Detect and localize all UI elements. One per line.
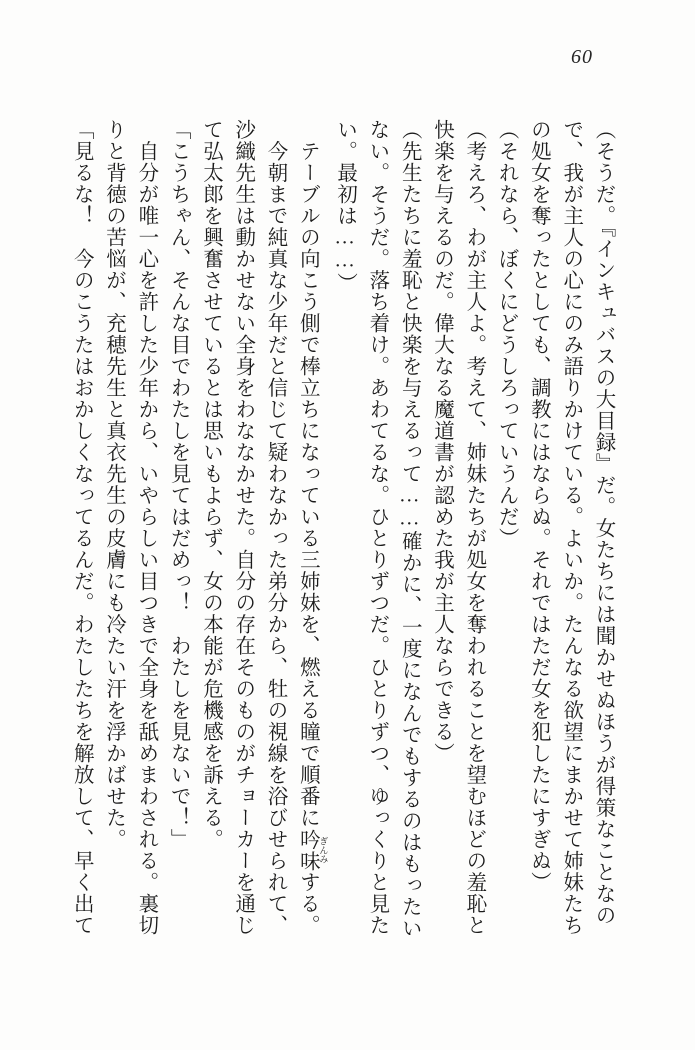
paragraph-5-ruby-base: 吟味 bbox=[296, 828, 319, 872]
page-number: 60 bbox=[571, 46, 593, 68]
paragraph-5 bbox=[291, 119, 328, 943]
paragraph-5-pre: テーブルの向こう側で棒立ちになっている三姉妹を、燃える瞳で順番に bbox=[296, 119, 319, 829]
body-text bbox=[67, 119, 619, 943]
paragraph-5-ruby-text: ぎんみ bbox=[318, 828, 329, 872]
paragraph-7: 「こうちゃん、そんな目でわたしを見てはだめっ！ わたしを見ないで！」 bbox=[167, 119, 190, 850]
paragraph-3: （考えろ、わが主人よ。考えて、姉妹たちが処女を奪われることを望むほどの羞恥と快楽を与えるのだ。偉大なる魔道書が認めた我が主人ならできる） bbox=[430, 119, 485, 936]
furigana-ruby bbox=[296, 828, 329, 872]
paragraph-9: 「見るな！ 今のこうたはおかしくなってるんだ。わたしたちを解放して、早く出て bbox=[70, 119, 93, 936]
paragraph-1: （そうだ。『インキュバスの大目録』だ。女たちには聞かせぬほうが得策なことなので、我が主人の心にのみ語りかけている。よいか。たんなる欲望にまかせて姉妹たちの処女を奪ったとしても、調教にはならぬ。それではただ女を犯したにすぎぬ） bbox=[527, 119, 614, 936]
paragraph-5-post: する。 bbox=[296, 871, 319, 936]
paragraph-6: 今朝まで純真な少年だと信じて疑わなかった弟分から、牡の視線を浴びせられて、沙織先生は動かせない全身をわななかせた。自分の存在そのものがチョーカーを通じて弘太郎を興奮させているとは思いもよらず、女の本能が危機感を訴える。 bbox=[199, 119, 287, 936]
paragraph-4: （先生たちに羞恥と快楽を与えるって……確かに、一度になんでもするのはもったいない。そうだ。落ち着け。あわてるな。ひとりずつだ。ひとりずつ、ゆっくりと見たい。最初は……） bbox=[333, 119, 421, 939]
paragraph-2: （それなら、ぼくにどうしろっていうんだ） bbox=[495, 119, 518, 549]
paragraph-8: 自分が唯一心を許した少年から、いやらしい目つきで全身を舐めまわされる。裏切りと背徳の苦悩が、充穂先生と真衣先生の皮膚にも冷たい汗を浮かばせた。 bbox=[102, 119, 157, 936]
